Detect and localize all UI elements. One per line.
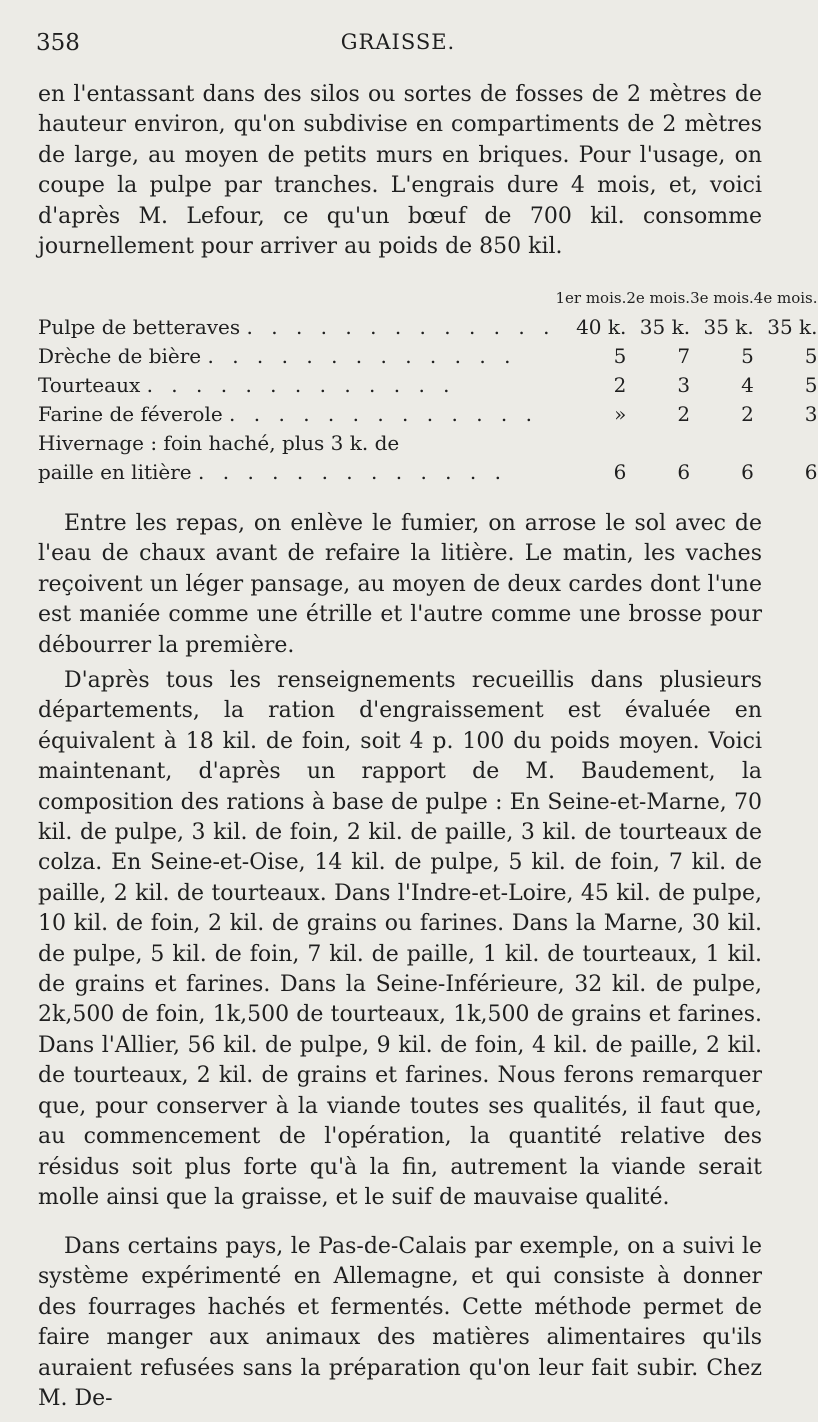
table-corner xyxy=(38,286,555,312)
cell: 2 xyxy=(613,372,627,397)
cell: 5 xyxy=(804,372,818,397)
cell: 5 xyxy=(741,343,754,368)
table-row xyxy=(38,370,818,399)
cell: 3 xyxy=(677,372,691,397)
paragraph-3: D'après tous les renseignements recueillis dans plusieurs départements, la ration d'engraissement est évaluée en équivalent à 18 kil. de foin, soit 4 p. 100 du poids moyen. Voici maintenant, d'après un rapport de M. Baudement, la composition des rations à base de pulpe : En Seine-et-Marne, 70 kil. de pulpe, 3 kil. de foin, 2 kil. de paille, 3 kil. de tourteaux de colza. En Seine-et-Oise, 14 kil. de pulpe, 5 kil. de foin, 7 kil. de paille, 2 kil. de tourteaux. Dans l'Indre-et-Loire, 45 kil. de pulpe, 10 kil. de foin, 2 kil. de grains ou farines. Dans la Marne, 30 kil. de pulpe, 5 kil. de foin, 7 kil. de paille, 1 kil. de tourteaux, 1 kil. de grains et farines. Dans la Seine-Inférieure, 32 kil. de pulpe, 2k,500 de foin, 1k,500 de tourteaux, 1k,500 de grains et farines. Dans l'Allier, 56 kil. de pulpe, 9 kil. de foin, 4 kil. de paille, 2 kil. de tourteaux, 2 kil. de grains et farines. Nous ferons remarquer que, pour conserver à la viande toutes ses qualités, il faut que, au commencement de l'opération, la quantité relative des résidus soit plus forte qu'à la fin, autrement la viande serait molle ainsi que la graisse, et le suif de mauvaise qualité. xyxy=(38,668,762,1210)
page-number: 358 xyxy=(36,30,80,56)
paragraph-1: en l'entassant dans des silos ou sortes de fosses de 2 mètres de hauteur environ, qu'on subdivise en compartiments de 2 mètres de large, au moyen de petits murs en briques. Pour l'usage, on coupe la pulpe par tranches. L'engrais dure 4 mois, et, voici d'après M. Lefour, ce qu'un bœuf de 700 kil. consomme journellement pour arriver au poids de 850 kil. xyxy=(38,82,762,260)
cell: 7 xyxy=(677,343,691,368)
table-row xyxy=(38,428,818,457)
cell: 5 xyxy=(804,343,818,368)
table-row xyxy=(38,399,818,428)
ration-table xyxy=(38,286,818,486)
paragraph-4: Dans certains pays, le Pas-de-Calais par exemple, on a suivi le système expérimenté en Allemagne, et qui consiste à donner des fourrages hachés et fermentés. Cette méthode permet de faire manger aux animaux des matières alimentaires qu'ils auraient refusées sans la préparation qu'on leur fait subir. Chez M. De- xyxy=(38,1234,762,1412)
column-header: 3e mois. xyxy=(690,289,754,307)
cell: 4 xyxy=(741,372,754,397)
cell: 3 xyxy=(804,401,818,426)
table-row xyxy=(38,457,818,486)
column-header: 1er mois. xyxy=(555,289,627,307)
cell: 6 xyxy=(804,459,818,484)
cell: 40 k. xyxy=(576,314,627,339)
running-title: GRAISSE. xyxy=(340,30,456,54)
page-header xyxy=(36,30,760,66)
paragraph-2: Entre les repas, on enlève le fumier, on arrose le sol avec de l'eau de chaux avant de refaire la litière. Le matin, les vaches reçoivent un léger pansage, au moyen de deux cardes dont l'une est maniée comme une étrille et l'autre comme une brosse pour débourrer la première. xyxy=(38,511,762,658)
column-header: 4e mois. xyxy=(753,289,818,307)
table-header-row xyxy=(38,286,818,312)
cell: 35 k. xyxy=(767,314,818,339)
table-row xyxy=(38,341,818,370)
cell: » xyxy=(614,401,627,426)
cell: 2 xyxy=(741,401,754,426)
row-label: paille en litière . . . . . . . . . . . . . xyxy=(38,459,507,484)
column-header: 2e mois. xyxy=(626,289,691,307)
cell: 6 xyxy=(613,459,627,484)
row-label: Drèche de bière . . . . . . . . . . . . . xyxy=(38,343,517,368)
cell: 6 xyxy=(677,459,691,484)
cell: 5 xyxy=(613,343,627,368)
row-label: Tourteaux . . . . . . . . . . . . . xyxy=(38,372,456,397)
cell: 6 xyxy=(741,459,754,484)
cell: 35 k. xyxy=(639,314,691,339)
cell: 2 xyxy=(677,401,691,426)
table-row xyxy=(38,312,818,341)
cell: 35 k. xyxy=(703,314,754,339)
row-label: Hivernage : foin haché, plus 3 k. de xyxy=(38,430,400,455)
row-label: Pulpe de betteraves . . . . . . . . . . . . . xyxy=(38,314,556,339)
row-label: Farine de féverole . . . . . . . . . . . . . xyxy=(38,401,538,426)
